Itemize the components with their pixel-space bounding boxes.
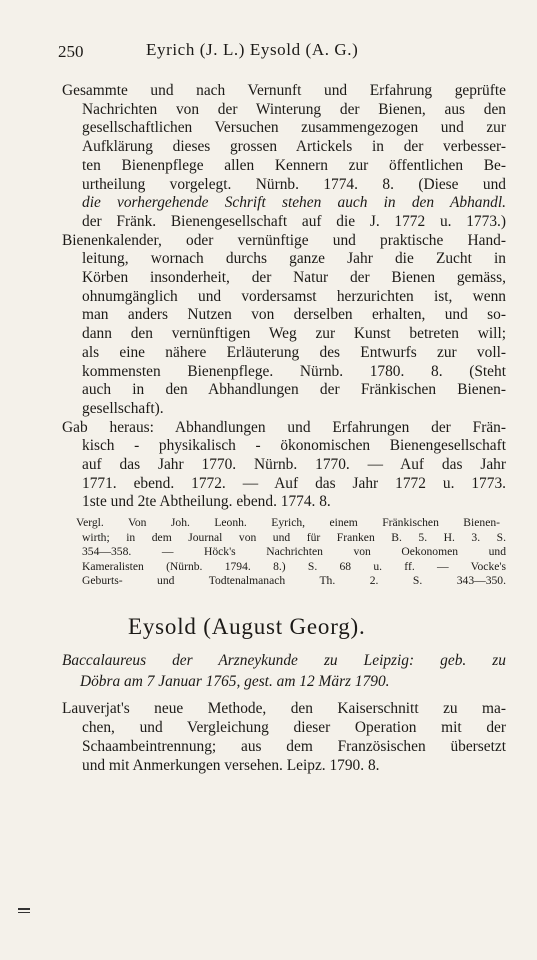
text-line: Aufklärung dieses grossen Artickels in der verbesser- [82,138,506,156]
text-line: Nachrichten von der Winterung der Bienen, aus den [82,100,506,118]
text-line: kommensten Bienenpflege. Nürnb. 1780. 8. (Steht [82,362,506,380]
text-line: man anders Nutzen von derselben erhalten, und so- [82,306,506,324]
text-line: gesellschaftlichen Versuchen zusammengezogen und zur [82,119,506,137]
text-line: Bienenkalender, oder vernünftige und praktische Hand- [62,231,506,249]
entry-work-line: chen, und Vergleichung dieser Operation mit der [82,719,506,736]
text-line: Gab heraus: Abhandlungen und Erfahrungen der Frän- [62,418,506,436]
running-head: Eyrich (J. L.) Eysold (A. G.) [146,40,359,59]
page-number: 250 [58,42,84,61]
entry-work-line: Lauverjat's neue Methode, den Kaiserschnitt zu ma- [62,700,506,717]
page-header [58,40,488,64]
text-line: Körben insonderheit, der Natur der Bienen gemäss, [82,269,506,286]
text-line: dann den vernünftigen Weg zur Kunst betreten will; [82,325,506,343]
entry-bio-line: Döbra am 7 Januar 1765, gest. am 12 März 1790. [80,673,390,690]
text-line: kisch - physikalisch - ökonomischen Bienengesellschaft [82,437,506,455]
text-line: gesellschaft). [82,399,164,417]
text-line: ohnumgänglich und vordersamst herzurichten ist, wenn [82,287,506,305]
text-line: 1ste und 2te Abtheilung. ebend. 1774. 8. [82,493,331,511]
note-line: 354—358. — Höck's Nachrichten von Oekonomen und [82,545,506,559]
entry-bio-line: Baccalaureus der Arzneykunde zu Leipzig: geb. zu [62,652,506,669]
entry-work-line: Schaambeintrennung; aus dem Französischen übersetzt [82,738,506,755]
note-line: wirth; in dem Journal von und für Franken B. 5. H. 3. S. [82,530,506,544]
entry-heading: Eysold (August Georg). [128,614,366,639]
text-line: leitung, wornach durchs ganze Jahr die Zucht in [82,250,506,268]
note-line: Vergl. Von Joh. Leonh. Eyrich, einem Fränkischen Bienen- [76,516,500,529]
text-line: 1771. ebend. 1772. — Auf das Jahr 1772 u. 1773. [82,474,506,492]
text-line: auf das Jahr 1770. Nürnb. 1770. — Auf das Jahr [82,456,506,473]
margin-mark [18,908,30,915]
text-line: ten Bienenpflege allen Kennern zur öffentlichen Be- [82,156,506,174]
text-line: als eine nähere Erläuterung des Entwurfs zur voll- [82,343,506,361]
note-line: Kameralisten (Nürnb. 1794. 8.) S. 68 u. ff. — Vocke's [82,559,506,573]
text-line: der Fränk. Bienengesellschaft auf die J. 1772 u. 1773.) [82,212,506,230]
text-line: die vorhergehende Schrift stehen auch in den Abhandl. [82,194,506,212]
text-line: auch in den Abhandlungen der Fränkischen Bienen- [82,381,506,399]
text-line: Gesammte und nach Vernunft und Erfahrung geprüfte [62,82,506,99]
text-line: urtheilung vorgelegt. Nürnb. 1774. 8. (Diese und [82,175,506,193]
note-line: Geburts- und Todtenalmanach Th. 2. S. 343—350. [82,574,506,588]
entry-work-line: und mit Anmerkungen versehen. Leipz. 1790. 8. [82,757,380,774]
